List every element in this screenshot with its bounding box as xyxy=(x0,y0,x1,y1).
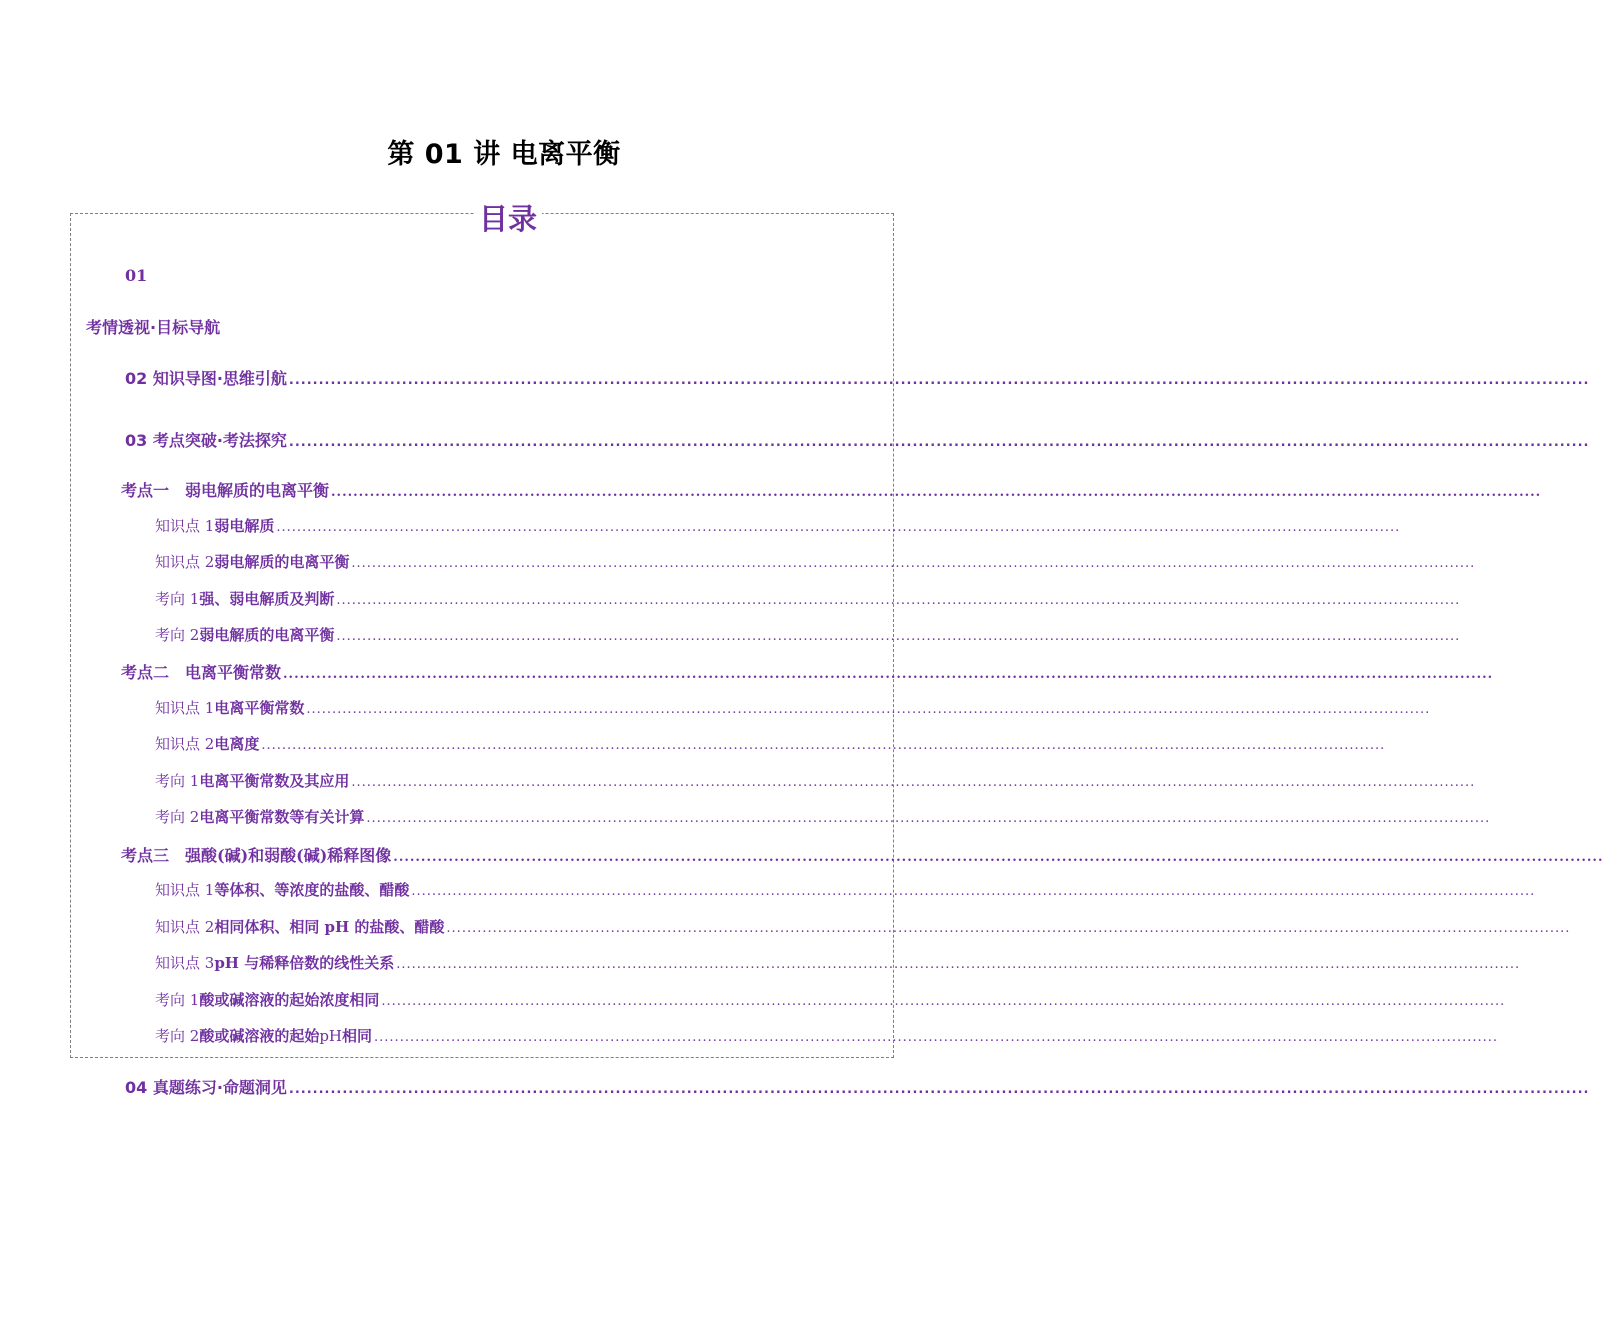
toc-item[interactable]: 考向 2 电离平衡常数等有关计算 ........................................................................................................................................................................................................................... xyxy=(155,808,1491,826)
leader-dots: ........................................................................................................................................................................................................................... xyxy=(283,667,1494,682)
toc-item[interactable]: 知识点 2 相同体积、相同 pH 的盐酸、醋酸 ........................................................................................................................................................................................................................... xyxy=(155,918,1571,936)
leader-dots: ........................................................................................................................................................................................................................... xyxy=(351,556,1476,571)
toc-item[interactable]: 考向 1 酸或碱溶液的起始浓度相同 ........................................................................................................................................................................................................................... xyxy=(155,991,1506,1009)
toc-item[interactable]: 考向 1 电离平衡常数及其应用 ........................................................................................................................................................................................................................... xyxy=(155,772,1476,790)
toc-item[interactable]: 知识点 2 弱电解质的电离平衡 ........................................................................................................................................................................................................................... xyxy=(155,553,1476,571)
leader-dots: ........................................................................................................................................................................................................................... xyxy=(366,811,1491,826)
document-title: 第 01 讲 电离平衡 xyxy=(387,139,621,170)
toc-section-01[interactable]: 考情透视·目标导航 xyxy=(86,318,221,337)
toc-kaodian-2[interactable]: 考点二 电离平衡常数 ........................................................................................................................................................................................................................... xyxy=(121,663,1494,682)
toc-kaodian-3[interactable]: 考点三 强酸(碱)和弱酸(碱)稀释图像 ........................................................................................................................................................................................................................... xyxy=(121,846,1603,865)
leader-dots: ........................................................................................................................................................................................................................... xyxy=(411,884,1536,899)
leader-dots: ........................................................................................................................................................................................................................... xyxy=(351,775,1476,790)
leader-dots: ........................................................................................................................................................................................................................... xyxy=(446,921,1571,936)
leader-dots: ........................................................................................................................................................................................................................... xyxy=(393,850,1603,865)
leader-dots: ........................................................................................................................................................................................................................... xyxy=(288,1082,1590,1097)
toc-item[interactable]: 考向 2 弱电解质的电离平衡 ........................................................................................................................................................................................................................... xyxy=(155,626,1461,644)
toc-item[interactable]: 知识点 3 pH 与稀释倍数的线性关系 ........................................................................................................................................................................................................................... xyxy=(155,954,1521,972)
toc-item[interactable]: 知识点 1 电离平衡常数 ........................................................................................................................................................................................................................... xyxy=(155,699,1431,717)
toc-item[interactable]: 考向 2 酸或碱溶液的起始 pH 相同 ........................................................................................................................................................................................................................... xyxy=(155,1027,1499,1045)
toc-section-01-number[interactable]: 01 xyxy=(125,266,148,285)
toc-kaodian-1[interactable]: 考点一 弱电解质的电离平衡 ........................................................................................................................................................................................................................... xyxy=(121,481,1542,500)
toc-section-02[interactable]: 02 知识导图·思维引航 ........................................................................................................................................................................................................................... xyxy=(125,369,1590,388)
toc-section-04[interactable]: 04 真题练习·命题洞见 ........................................................................................................................................................................................................................... xyxy=(125,1078,1590,1097)
toc-heading: 目录 xyxy=(474,200,542,238)
leader-dots: ........................................................................................................................................................................................................................... xyxy=(288,373,1590,388)
leader-dots: ........................................................................................................................................................................................................................... xyxy=(331,485,1542,500)
leader-dots: ........................................................................................................................................................................................................................... xyxy=(261,738,1386,753)
leader-dots: ........................................................................................................................................................................................................................... xyxy=(396,957,1521,972)
toc-item[interactable]: 考向 1 强、弱电解质及判断 ........................................................................................................................................................................................................................... xyxy=(155,590,1461,608)
toc-item[interactable]: 知识点 2 电离度 ........................................................................................................................................................................................................................... xyxy=(155,735,1386,753)
leader-dots: ........................................................................................................................................................................................................................... xyxy=(306,702,1431,717)
leader-dots: ........................................................................................................................................................................................................................... xyxy=(336,629,1461,644)
leader-dots: ........................................................................................................................................................................................................................... xyxy=(288,435,1590,450)
toc-item[interactable]: 知识点 1 弱电解质 ........................................................................................................................................................................................................................... xyxy=(155,517,1401,535)
leader-dots: ........................................................................................................................................................................................................................... xyxy=(276,520,1401,535)
toc-item[interactable]: 知识点 1 等体积、等浓度的盐酸、醋酸 ........................................................................................................................................................................................................................... xyxy=(155,881,1536,899)
leader-dots: ........................................................................................................................................................................................................................... xyxy=(336,593,1461,608)
toc-section-03[interactable]: 03 考点突破·考法探究 ........................................................................................................................................................................................................................... xyxy=(125,431,1590,450)
leader-dots: ........................................................................................................................................................................................................................... xyxy=(374,1030,1499,1045)
leader-dots: ........................................................................................................................................................................................................................... xyxy=(381,994,1506,1009)
